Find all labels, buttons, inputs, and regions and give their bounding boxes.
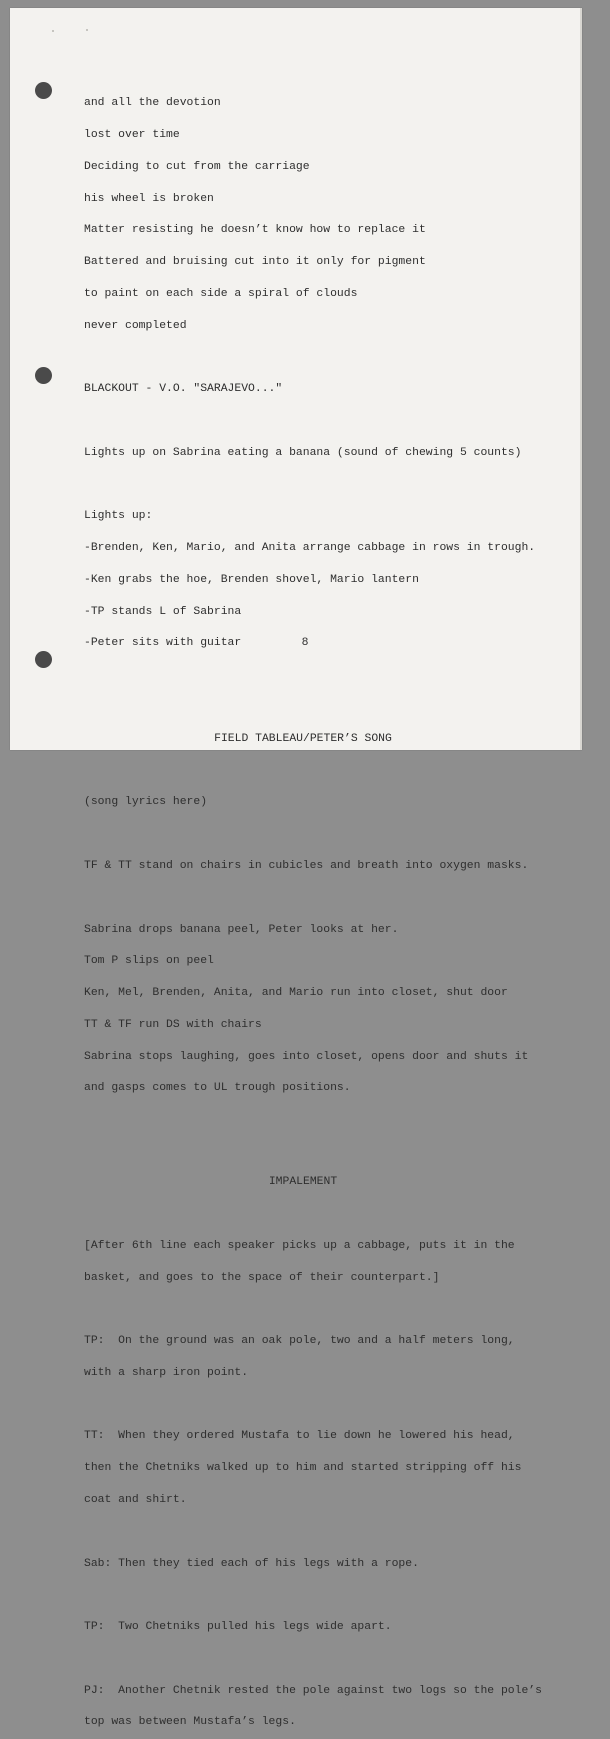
- script-line: TT & TF run DS with chairs: [84, 1018, 262, 1031]
- script-line: Battered and bruising cut into it only for pigment: [84, 256, 426, 269]
- dialogue-line: TP: Two Chetniks pulled his legs wide apart.: [84, 1621, 392, 1634]
- script-line: basket, and goes to the space of their counterpart.]: [84, 1271, 440, 1284]
- script-line: his wheel is broken: [84, 192, 214, 205]
- script-line: -TP stands L of Sabrina: [84, 605, 242, 618]
- section-heading-impalement: IMPALEMENT: [268, 1176, 338, 1189]
- paper-speck: [86, 29, 88, 31]
- script-text: [84, 77, 542, 1739]
- stage-direction: TF & TT stand on chairs in cubicles and breath into oxygen masks.: [84, 859, 529, 872]
- script-line: lost over time: [84, 128, 180, 141]
- script-line: Ken, Mel, Brenden, Anita, and Mario run into closet, shut door: [84, 987, 508, 1000]
- script-line: Tom P slips on peel: [84, 955, 214, 968]
- script-line: Sabrina stops laughing, goes into closet, opens door and shuts it: [84, 1050, 529, 1063]
- dialogue-line: coat and shirt.: [84, 1493, 187, 1506]
- binder-hole-top: [35, 82, 52, 99]
- script-line: Deciding to cut from the carriage: [84, 160, 310, 173]
- script-line: -Peter sits with guitar: [84, 637, 242, 650]
- script-line: to paint on each side a spiral of clouds: [84, 287, 358, 300]
- dialogue-line: PJ: Another Chetnik rested the pole against two logs so the pole’s: [84, 1684, 542, 1697]
- page-number: 8: [301, 637, 309, 649]
- script-line: Lights up:: [84, 510, 153, 523]
- binder-hole-bottom: [35, 651, 52, 668]
- script-line: -Ken grabs the hoe, Brenden shovel, Mario lantern: [84, 573, 419, 586]
- script-line: [After 6th line each speaker picks up a cabbage, puts it in the: [84, 1239, 515, 1252]
- blackout-cue: BLACKOUT - V.O. "SARAJEVO...": [84, 383, 283, 396]
- script-line: -Brenden, Ken, Mario, and Anita arrange cabbage in rows in trough.: [84, 542, 536, 555]
- script-line: never completed: [84, 319, 187, 332]
- binder-hole-middle: [35, 367, 52, 384]
- dialogue-line: TT: When they ordered Mustafa to lie down he lowered his head,: [84, 1430, 515, 1443]
- dialogue-line: then the Chetniks walked up to him and started stripping off his: [84, 1462, 522, 1475]
- dialogue-line: with a sharp iron point.: [84, 1366, 249, 1379]
- dialogue-line: top was between Mustafa’s legs.: [84, 1716, 296, 1729]
- paper-speck: [52, 30, 54, 32]
- section-heading-field: FIELD TABLEAU/PETER’S SONG: [214, 732, 392, 745]
- script-line: Sabrina drops banana peel, Peter looks at her.: [84, 923, 399, 936]
- lights-cue: Lights up on Sabrina eating a banana (sound of chewing 5 counts): [84, 446, 522, 459]
- script-line: and gasps comes to UL trough positions.: [84, 1082, 351, 1095]
- script-line: and all the devotion: [84, 97, 221, 110]
- script-line: Matter resisting he doesn’t know how to replace it: [84, 224, 426, 237]
- song-lyrics-note: (song lyrics here): [84, 796, 208, 809]
- dialogue-line: TP: On the ground was an oak pole, two and a half meters long,: [84, 1335, 515, 1348]
- dialogue-line: Sab: Then they tied each of his legs with a rope.: [84, 1557, 419, 1570]
